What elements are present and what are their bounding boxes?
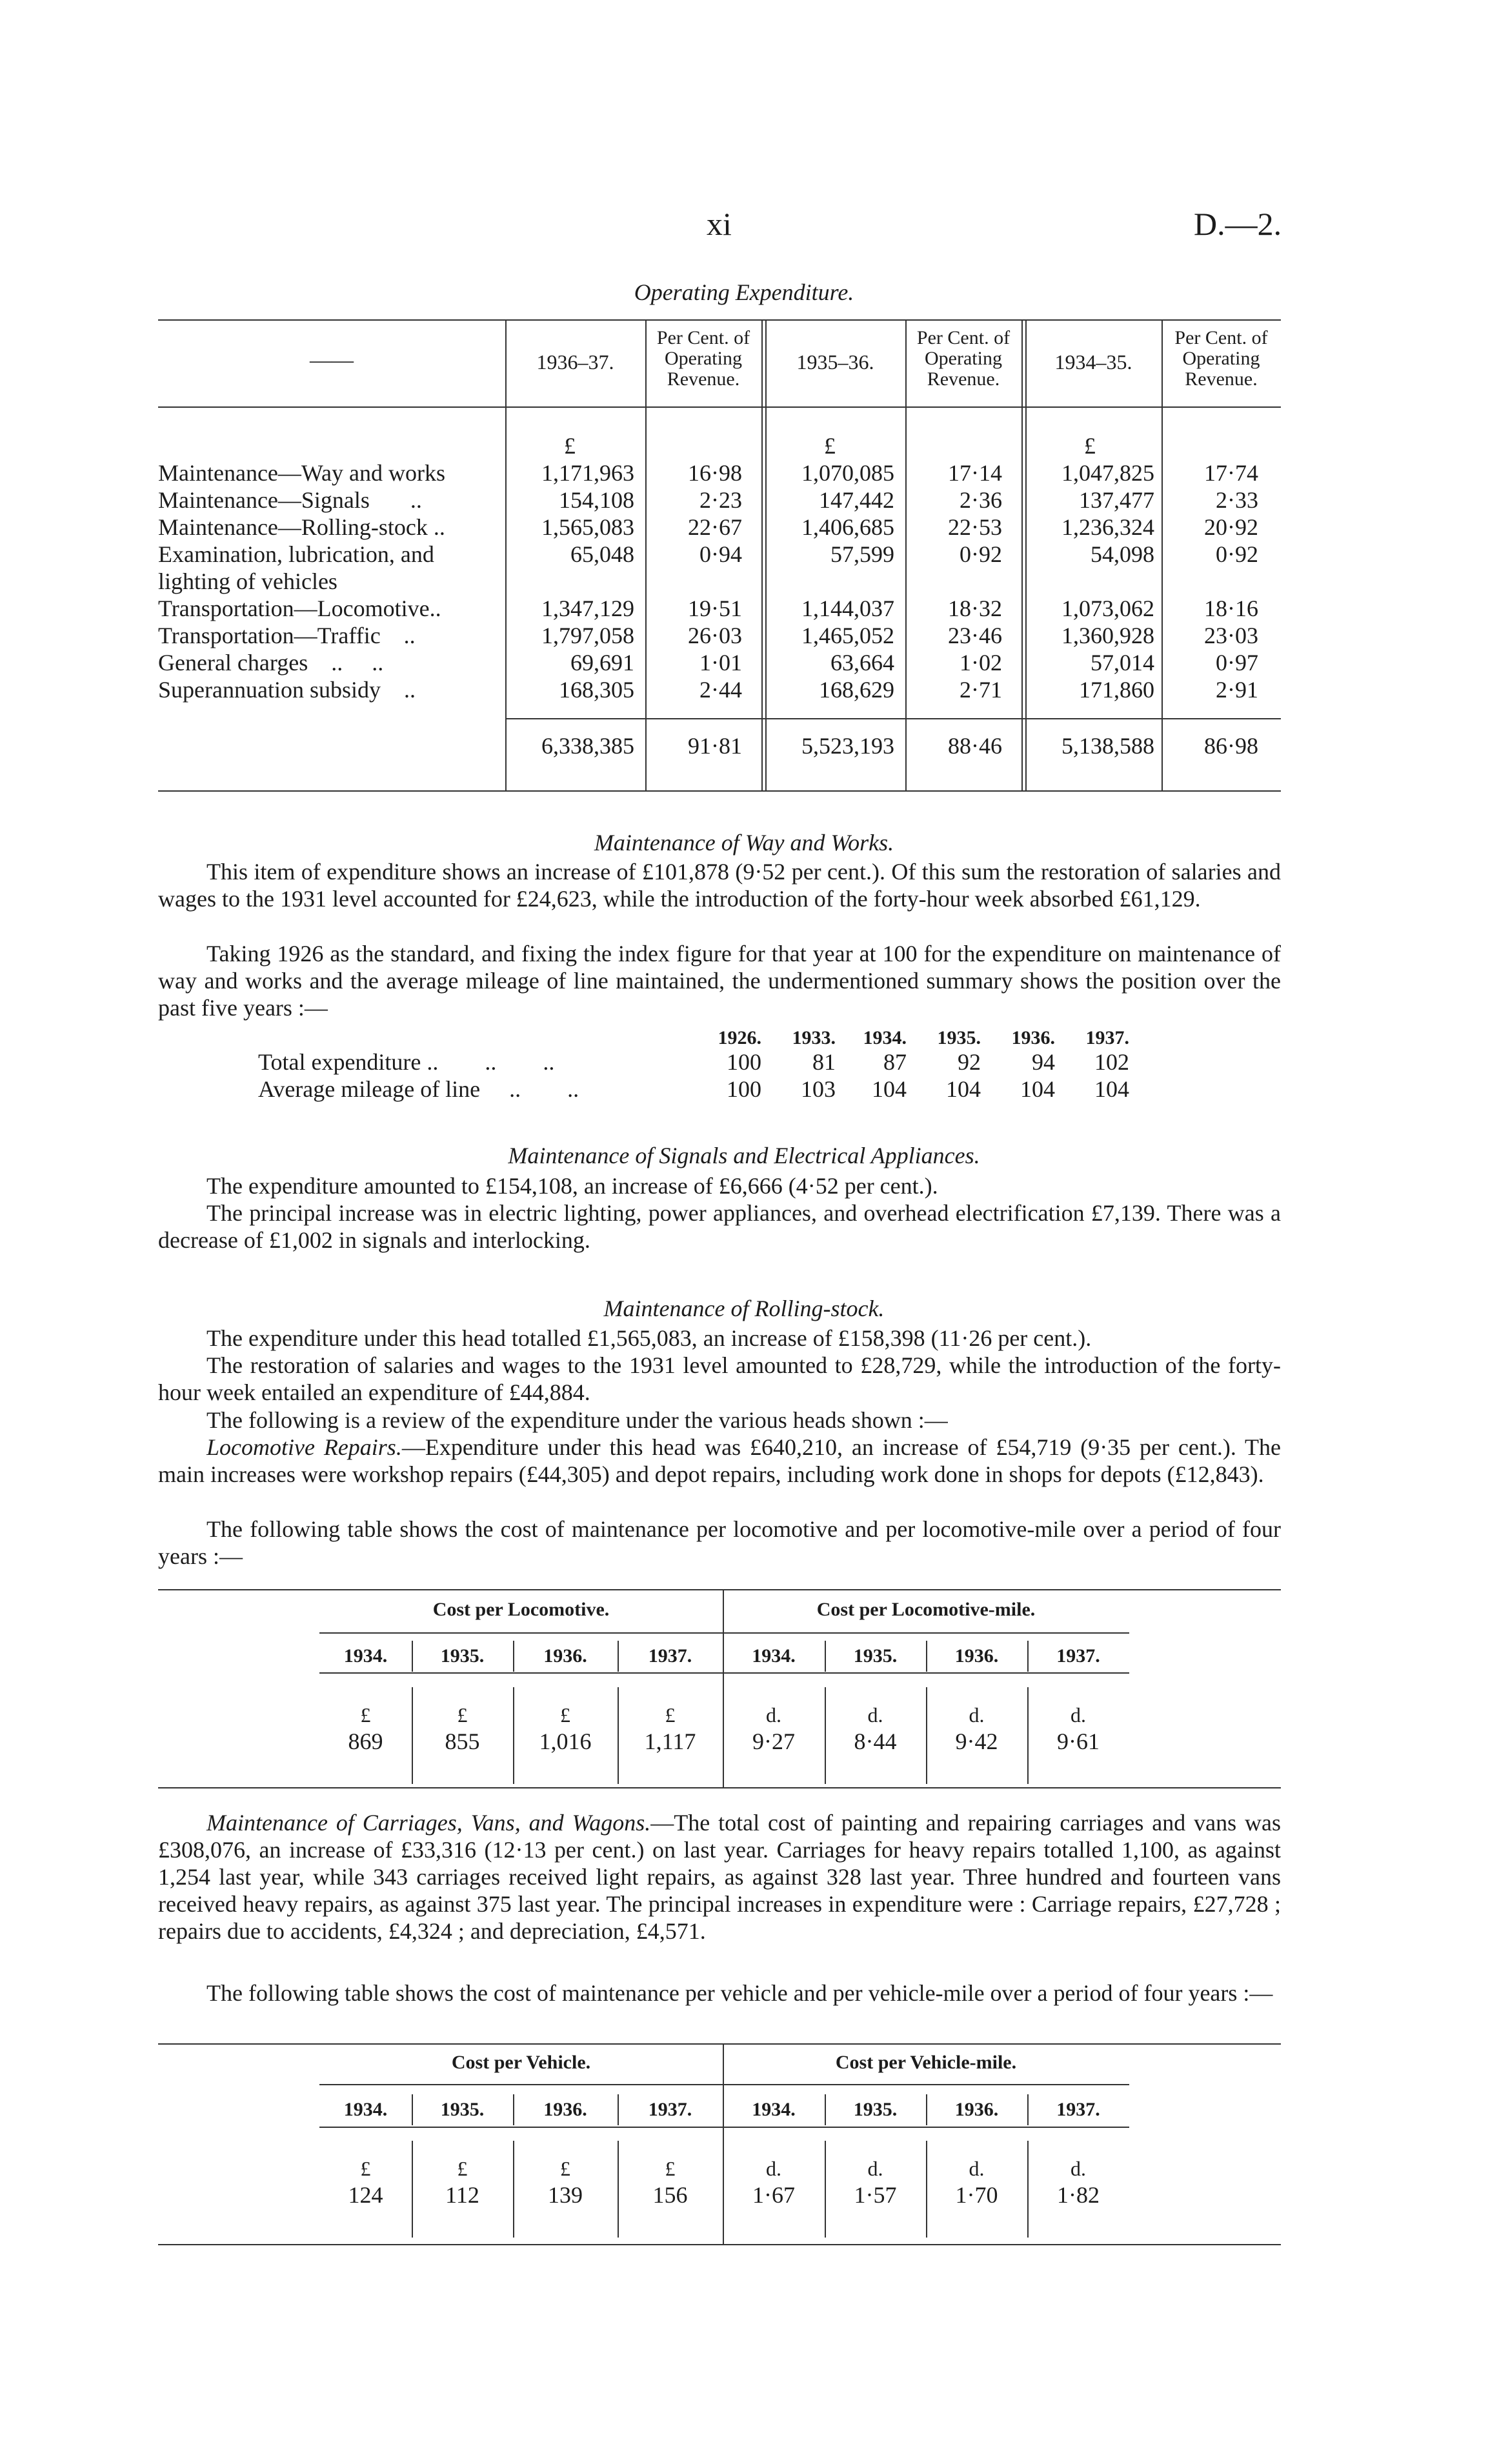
table-group-rule <box>319 1632 1129 1634</box>
percent-1936: 26·03 <box>688 623 742 648</box>
unit-label: £ <box>360 2157 371 2180</box>
cost-value: 855 <box>445 1728 480 1754</box>
value-1936: 1,565,083 <box>541 514 634 540</box>
value-1935: 63,664 <box>830 650 894 676</box>
percent-1936: 16·98 <box>688 460 742 486</box>
index-value: 81 <box>812 1049 836 1075</box>
cost-value: 9·27 <box>752 1728 795 1754</box>
year-header: 1934. <box>752 2099 796 2120</box>
value-1935: 57,599 <box>830 541 894 567</box>
unit-label: £ <box>560 2157 570 2180</box>
unit-label: £ <box>665 2157 676 2180</box>
index-value: 104 <box>1020 1076 1055 1102</box>
percent-1936: 2·23 <box>699 487 742 513</box>
percent-1936: 22·67 <box>688 514 742 540</box>
col-header-percent: Per Cent. of Operating Revenue. <box>916 327 1010 390</box>
carriages-text: —The total cost of painting and repairing carriages and vans was £308,076, an increase of £33,316 (12·13 per cent.) on last year. Carriages for heavy repairs totalled 1,100, as against 1,254 last year, while 343 carriages received light repairs, as against 328 last year. Three hundred and fourteen vans received heavy repairs, as against 375 last year. The principal increases in expenditure were : Carriage repairs, £27,728 ; repairs due to accidents, £4,324 ; and depreciation, £4,571. <box>158 1810 1282 1944</box>
unit-label: d. <box>867 1703 883 1727</box>
cost-value: 1·82 <box>1057 2182 1100 2208</box>
year-header: 1935. <box>440 2099 485 2120</box>
cost-value: 1·67 <box>752 2182 795 2208</box>
rolling-stock-para-1: The expenditure under this head totalled £1,565,083, an increase of £158,398 (11·26 per cent.). <box>206 1325 1092 1351</box>
table-bottom-rule <box>158 1787 1281 1788</box>
cost-value: 124 <box>348 2182 383 2208</box>
rolling-stock-title: Maintenance of Rolling-stock. <box>603 1296 885 1321</box>
percent-1934: 0·92 <box>1216 541 1258 567</box>
index-value: 87 <box>883 1049 907 1075</box>
year-header: 1936. <box>954 2099 999 2120</box>
value-1934: 1,047,825 <box>1061 460 1154 486</box>
table-bottom-rule <box>158 2244 1281 2245</box>
percent-1935: 1·02 <box>960 650 1002 676</box>
cost-value: 156 <box>652 2182 688 2208</box>
value-1934: 137,477 <box>1079 487 1154 513</box>
group-header: Cost per Vehicle. <box>451 2052 591 2073</box>
col-header-percent: Per Cent. of Operating Revenue. <box>656 327 750 390</box>
percent-1935: 0·92 <box>960 541 1002 567</box>
unit-label: £ <box>360 1703 371 1727</box>
row-label: General charges .. .. <box>158 650 384 676</box>
index-value: 104 <box>946 1076 981 1102</box>
unit-label: d. <box>1071 1703 1086 1727</box>
table-top-rule <box>158 319 1281 321</box>
table-header-rule <box>319 1672 1129 1674</box>
document-reference: D.—2. <box>1194 206 1282 242</box>
total-percent: 86·98 <box>1204 733 1258 759</box>
col-divider <box>761 319 763 790</box>
unit-label: d. <box>969 1703 985 1727</box>
index-year: 1936. <box>1011 1027 1055 1048</box>
total-value: 6,338,385 <box>541 733 634 759</box>
value-1936: 69,691 <box>570 650 634 676</box>
percent-1936: 2·44 <box>699 677 742 703</box>
year-header: 1937. <box>1056 1645 1100 1667</box>
unit-label: d. <box>766 2157 781 2180</box>
index-year: 1933. <box>792 1027 836 1048</box>
col-header-year: 1934–35. <box>1054 350 1132 374</box>
index-year: 1937. <box>1085 1027 1129 1048</box>
index-value: 100 <box>727 1076 761 1102</box>
percent-1936: 0·94 <box>699 541 742 567</box>
percent-1934: 2·33 <box>1216 487 1258 513</box>
cost-value: 1,016 <box>539 1728 592 1754</box>
percent-1935: 23·46 <box>948 623 1002 648</box>
percent-1935: 22·53 <box>948 514 1002 540</box>
value-1936: 168,305 <box>559 677 634 703</box>
year-header: 1936. <box>543 2099 587 2120</box>
year-header: 1934. <box>343 2099 388 2120</box>
row-label: Maintenance—Rolling-stock .. <box>158 514 445 540</box>
value-1934: 57,014 <box>1091 650 1154 676</box>
unit-label: d. <box>1071 2157 1086 2180</box>
index-value: 92 <box>958 1049 981 1075</box>
row-label: Transportation—Locomotive.. <box>158 596 441 621</box>
row-label: Maintenance—Signals .. <box>158 487 422 513</box>
year-header: 1936. <box>543 1645 587 1667</box>
table-group-rule <box>319 2084 1129 2085</box>
percent-1934: 17·74 <box>1204 460 1258 486</box>
table-header-rule <box>158 406 1281 408</box>
year-header: 1937. <box>1056 2099 1100 2120</box>
total-percent: 88·46 <box>948 733 1002 759</box>
percent-1935: 18·32 <box>948 596 1002 621</box>
signals-title: Maintenance of Signals and Electrical Appliances. <box>508 1143 980 1168</box>
page-number: xi <box>707 206 732 242</box>
index-year: 1935. <box>937 1027 981 1048</box>
locomotive-repairs-lead: Locomotive Repairs. <box>206 1434 402 1460</box>
currency-symbol: £ <box>564 433 576 459</box>
year-header: 1935. <box>853 2099 898 2120</box>
index-value: 102 <box>1094 1049 1129 1075</box>
cost-value: 869 <box>348 1728 383 1754</box>
unit-label: d. <box>969 2157 985 2180</box>
year-header: 1937. <box>648 2099 692 2120</box>
value-1934: 1,073,062 <box>1061 596 1154 621</box>
percent-1934: 20·92 <box>1204 514 1258 540</box>
value-1934: 171,860 <box>1079 677 1154 703</box>
col-header-year: 1936–37. <box>536 350 614 374</box>
index-value: 104 <box>872 1076 907 1102</box>
rolling-stock-para-2: The restoration of salaries and wages to the 1931 level amounted to £28,729, while the introduction of the forty-hour week entailed an expenditure of £44,884. <box>158 1352 1281 1405</box>
percent-1934: 18·16 <box>1204 596 1258 621</box>
row-label: Superannuation subsidy .. <box>158 677 416 703</box>
year-header: 1934. <box>343 1645 388 1667</box>
index-row-label: Total expenditure .. .. .. <box>258 1049 555 1075</box>
table-total-rule <box>505 718 1281 719</box>
year-header: 1937. <box>648 1645 692 1667</box>
row-label: Maintenance—Way and works <box>158 460 445 486</box>
index-row-label: Average mileage of line .. .. <box>258 1076 579 1102</box>
group-header: Cost per Locomotive-mile. <box>816 1599 1036 1620</box>
percent-1936: 1·01 <box>699 650 742 676</box>
col-header-percent: Per Cent. of Operating Revenue. <box>1174 327 1268 390</box>
row-label: Examination, lubrication, and <box>158 541 434 567</box>
unit-label: £ <box>665 1703 676 1727</box>
cost-value: 9·61 <box>1057 1728 1100 1754</box>
table-top-rule <box>158 1589 1281 1590</box>
table-header-rule <box>319 2127 1129 2128</box>
index-value: 100 <box>727 1049 761 1075</box>
col-header-label: —— <box>310 348 354 372</box>
value-1936: 154,108 <box>559 487 634 513</box>
value-1934: 1,236,324 <box>1061 514 1154 540</box>
value-1936: 1,171,963 <box>541 460 634 486</box>
signals-para-2: The principal increase was in electric lighting, power appliances, and overhead electrification £7,139. There was a decrease of £1,002 in signals and interlocking. <box>158 1200 1281 1253</box>
value-1934: 1,360,928 <box>1061 623 1154 648</box>
year-header: 1936. <box>954 1645 999 1667</box>
currency-symbol: £ <box>1084 433 1096 459</box>
signals-para-1: The expenditure amounted to £154,108, an increase of £6,666 (4·52 per cent.). <box>206 1173 938 1199</box>
table-bottom-rule <box>158 790 1281 792</box>
group-header: Cost per Vehicle-mile. <box>835 2052 1017 2073</box>
carriages-lead: Maintenance of Carriages, Vans, and Wagons. <box>206 1810 651 1836</box>
value-1935: 168,629 <box>819 677 894 703</box>
unit-label: d. <box>867 2157 883 2180</box>
percent-1935: 2·71 <box>960 677 1002 703</box>
cost-value: 8·44 <box>854 1728 897 1754</box>
index-value: 104 <box>1094 1076 1129 1102</box>
percent-1934: 23·03 <box>1204 623 1258 648</box>
value-1935: 1,406,685 <box>801 514 894 540</box>
year-header: 1935. <box>853 1645 898 1667</box>
year-header: 1935. <box>440 1645 485 1667</box>
col-header-year: 1935–36. <box>796 350 874 374</box>
percent-1934: 2·91 <box>1216 677 1258 703</box>
unit-label: d. <box>766 1703 781 1727</box>
unit-label: £ <box>560 1703 570 1727</box>
cost-value: 9·42 <box>955 1728 998 1754</box>
unit-label: £ <box>457 2157 468 2180</box>
total-percent: 91·81 <box>688 733 742 759</box>
way-works-title: Maintenance of Way and Works. <box>594 830 894 856</box>
cost-value: 1·57 <box>854 2182 897 2208</box>
operating-expenditure-title: Operating Expenditure. <box>634 279 854 305</box>
row-label: Transportation—Traffic .. <box>158 623 416 648</box>
value-1934: 54,098 <box>1091 541 1154 567</box>
value-1935: 1,144,037 <box>801 596 894 621</box>
percent-1936: 19·51 <box>688 596 742 621</box>
index-value: 103 <box>801 1076 836 1102</box>
value-1936: 65,048 <box>570 541 634 567</box>
unit-label: £ <box>457 1703 468 1727</box>
index-year: 1934. <box>863 1027 907 1048</box>
value-1936: 1,347,129 <box>541 596 634 621</box>
carriages-para-2: The following table shows the cost of maintenance per vehicle and per vehicle-mile over a period of four years :— <box>206 1980 1273 2006</box>
way-works-para-1: This item of expenditure shows an increase of £101,878 (9·52 per cent.). Of this sum the restoration of salaries and wages to the 1931 level accounted for £24,623, while the introduction of the forty-hour week absorbed £61,129. <box>158 859 1281 912</box>
percent-1935: 2·36 <box>960 487 1002 513</box>
index-value: 94 <box>1032 1049 1055 1075</box>
currency-symbol: £ <box>824 433 836 459</box>
total-value: 5,138,588 <box>1061 733 1154 759</box>
cost-value: 112 <box>445 2182 479 2208</box>
cost-value: 1·70 <box>955 2182 998 2208</box>
value-1935: 147,442 <box>819 487 894 513</box>
value-1936: 1,797,058 <box>541 623 634 648</box>
locomotive-repairs-para <box>158 1434 1281 1488</box>
value-1935: 1,070,085 <box>801 460 894 486</box>
value-1935: 1,465,052 <box>801 623 894 648</box>
cost-value: 139 <box>548 2182 583 2208</box>
percent-1934: 0·97 <box>1216 650 1258 676</box>
group-header: Cost per Locomotive. <box>432 1599 610 1620</box>
table-top-rule <box>158 2043 1281 2045</box>
percent-1935: 17·14 <box>948 460 1002 486</box>
year-header: 1934. <box>752 1645 796 1667</box>
rolling-stock-para-5: The following table shows the cost of maintenance per locomotive and per locomotive-mile over a period of four years :— <box>158 1516 1281 1569</box>
way-works-para-2: Taking 1926 as the standard, and fixing the index figure for that year at 100 for the expenditure on maintenance of way and works and the average mileage of line maintained, the undermentioned summary shows the position over the past five years :— <box>158 941 1281 1021</box>
rolling-stock-para-3: The following is a review of the expenditure under the various heads shown :— <box>206 1407 948 1433</box>
cost-value: 1,117 <box>644 1728 696 1754</box>
total-value: 5,523,193 <box>801 733 894 759</box>
index-year: 1926. <box>718 1027 761 1048</box>
carriages-para <box>158 1809 1281 1945</box>
row-label: lighting of vehicles <box>158 568 337 594</box>
locomotive-repairs-text: —Expenditure under this head was £640,210, an increase of £54,719 (9·35 per cent.). The main increases were workshop repairs (£44,305) and depot repairs, including work done in shops for depots (£12,843). <box>158 1434 1282 1487</box>
col-divider <box>1021 319 1023 790</box>
